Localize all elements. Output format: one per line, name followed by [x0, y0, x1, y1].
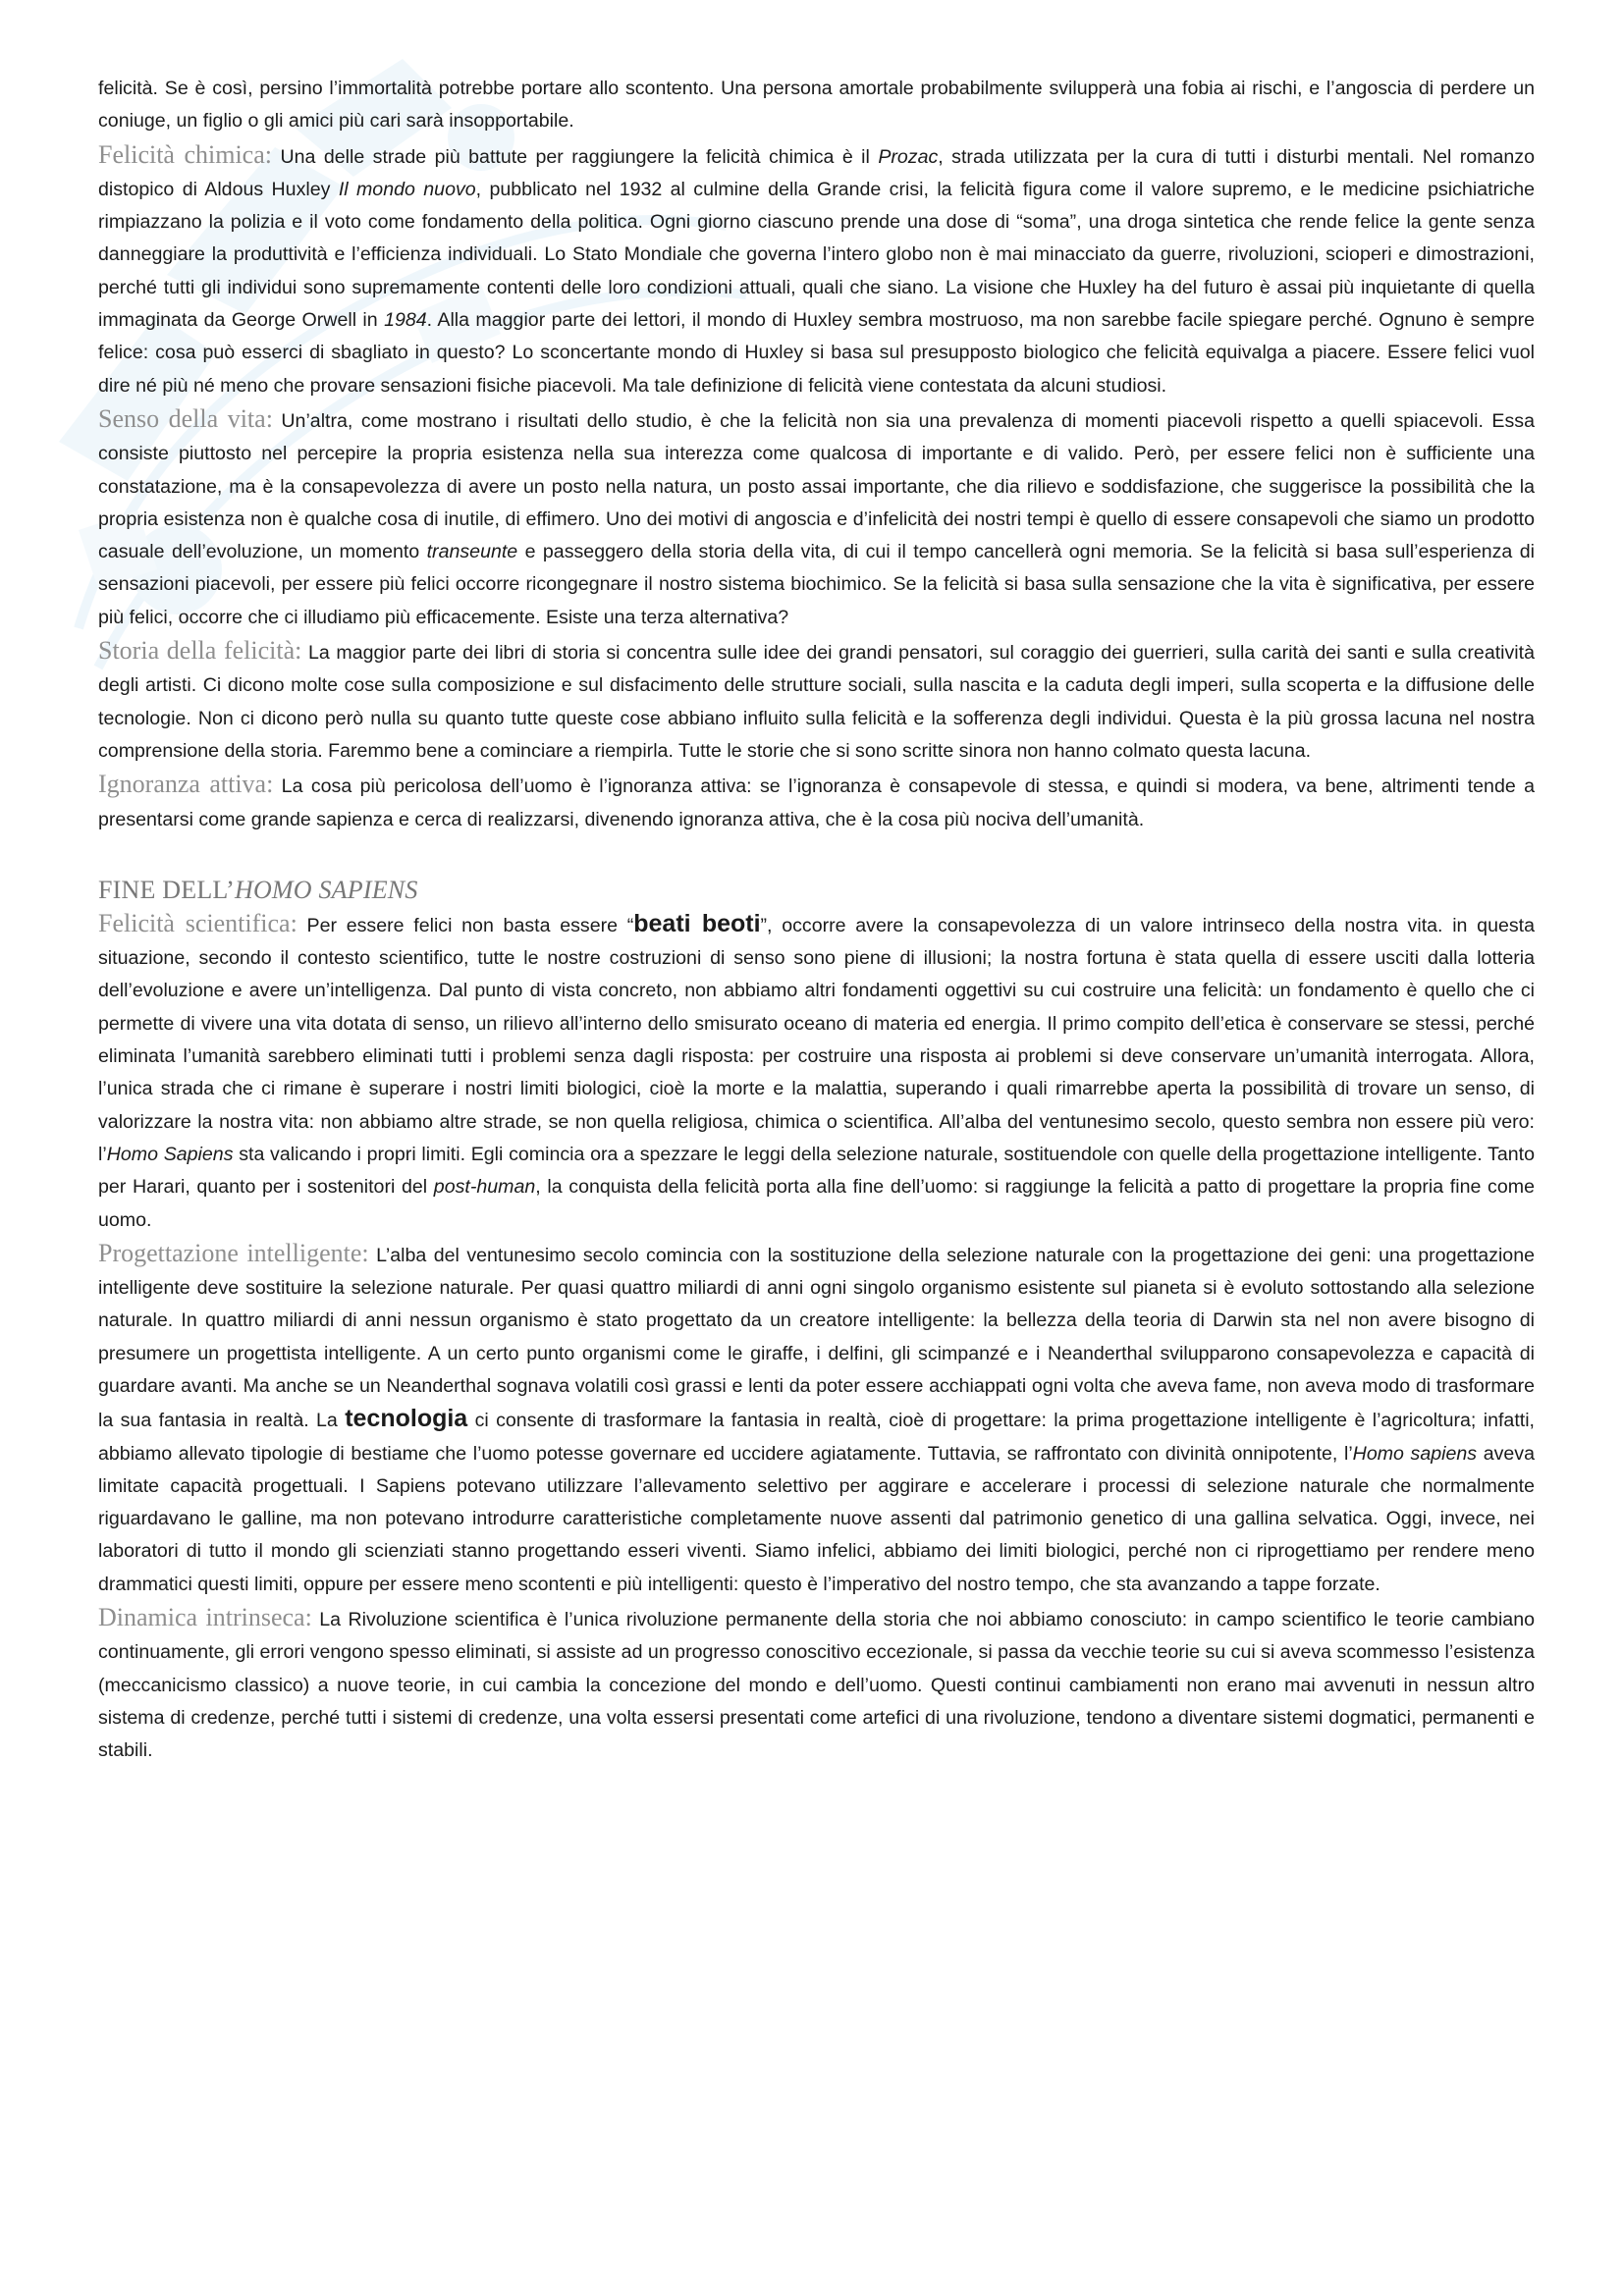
- text: sta valicando i propri limiti. Egli comincia ora a spezzare le leggi della selezione naturale, sostituendole con quelle della progettazione intelligente. Tanto per Harari, quanto per i sostenitori del: [98, 1143, 1535, 1199]
- text: , la conquista della felicità porta alla fine dell’uomo: si raggiunge la felicità a patto di progettare la propria fine come uomo.: [98, 1176, 1535, 1231]
- text: , pubblicato nel 1932 al culmine della Grande crisi, la felicità figura come il valore supremo, e le medicine psichiatriche rimpiazzano la polizia e il voto come fondamento della politica. Ogni giorno ciascuno prende una dose di “soma”, una droga sintetica che rende felice la gente senza danneggiare la produttività e l’efficienza individuali. Lo Stato Mondiale che governa l’intero globo non è mai minacciato da guerre, rivoluzioni, scioperi e dimostrazioni, perché tutti gli individui sono supremamente contenti delle loro condizioni attuali, quali che siano. La visione che Huxley ha del futuro è assai più inquietante di quella immaginata da George Orwell in: [98, 178, 1536, 332]
- text: Una delle strade più battute per raggiungere la felicità chimica è il: [272, 145, 879, 168]
- text: e passeggero della storia della vita, di cui il tempo cancellerà ogni memoria. Se la felicità si basa sull’esperienza di sensazioni piacevoli, per essere più felici occorre ricongegnare il nostro sistema biochimico. Se la felicità si basa sulla sensazione che la vita è significativa, per essere più felici, occorre che ci illudiamo più efficacemente. Esiste una terza alternativa?: [98, 541, 1535, 628]
- italic-text: Homo sapiens: [1352, 1442, 1478, 1465]
- italic-text: 1984: [384, 309, 427, 332]
- section-heading: [98, 874, 1535, 907]
- paragraph-label: Felicità chimica:: [98, 139, 272, 169]
- paragraph-ignoranza: [98, 768, 1535, 836]
- italic-text: Homo Sapiens: [106, 1143, 234, 1165]
- paragraph-progettazione: [98, 1237, 1535, 1601]
- text: La Rivoluzione scientifica è l’unica rivoluzione permanente della storia che noi abbiamo conosciuto: in campo scientifico le teorie cambiano continuamente, gli errori vengono spesso eliminati, si assiste ad un progresso conoscitivo eccezionale, si passa da vecchie teorie su cui si aveva scommesso l’esistenza (meccanicismo classico) a nuove teorie, in cui cambia la concezione del mondo e dell’uomo. Questi continui cambiamenti non erano mai avvenuti in nessun altro sistema di credenze, perché tutti i sistemi di credenze, una volta essersi presentati come artefici di una rivoluzione, tendono a diventare sistemi dogmatici, permanenti e stabili.: [98, 1609, 1536, 1762]
- text: , strada utilizzata per la cura di tutti i disturbi mentali. Nel romanzo distopico di Aldous Huxley: [98, 145, 1535, 200]
- paragraph-dinamica: [98, 1601, 1535, 1767]
- text: Per essere felici non basta essere “: [297, 914, 634, 936]
- bold-text: tecnologia: [345, 1405, 468, 1433]
- text: Un’altra, come mostrano i risultati dello studio, è che la felicità non sia una prevalenza di momenti piacevoli rispetto a quelli spiacevoli. Essa consiste piuttosto nel percepire la propria esistenza nella sua interezza come qualcosa di importante e di valido. Però, per essere felici non è sufficiente una constatazione, ma è la consapevolezza di avere un posto nella natura, un posto assai importante, che dia rilievo e soddisfazione, che suggerisce la possibilità che la propria esistenza non è qualche cosa di inutile, di effimero. Uno dei motivi di angoscia e d’infelicità dei nostri tempi è quello di essere consapevoli che siamo un prodotto casuale dell’evoluzione, un momento: [98, 409, 1535, 563]
- italic-text: Il mondo nuovo: [338, 178, 476, 200]
- italic-text: Prozac: [878, 145, 939, 168]
- text: . Alla maggior parte dei lettori, il mondo di Huxley sembra mostruoso, ma non sarebbe facile spiegare perché. Ognuno è sempre felice: cosa può esserci di sbagliato in questo? Lo sconcertante mondo di Huxley si basa sul presupposto biologico che felicità equivalga a piacere. Essere felici vuol dire né più né meno che provare sensazioni fisiche piacevoli. Ma tale definizione di felicità viene contestata da alcuni studiosi.: [98, 309, 1535, 397]
- paragraph-felicita-scientifica: [98, 907, 1535, 1237]
- text: L’alba del ventunesimo secolo comincia con la sostituzione della selezione naturale con la progettazione dei geni: una progettazione intelligente deve sostituire la selezione naturale. Per quasi quattro miliardi di anni ogni singolo organismo esistente sul pianeta si è evoluto sottostando alla selezione naturale. In quattro miliardi di anni nessun organismo è stato progettato da un creatore intelligente: la bellezza della teoria di Darwin sta nel non avere bisogno di presumere un progettista intelligente. A un certo punto organismi come le giraffe, i delfini, gli scimpanzé e i Neanderthal svilupparono consapevolezza e capacità di guardare avanti. Ma anche se un Neanderthal sognava volatili così grassi e lenti da poter essere acchiappati ogni volta che aveva fame, non aveva modo di trasformare la sua fantasia in realtà. La: [98, 1244, 1535, 1432]
- paragraph-label: Dinamica intrinseca:: [98, 1603, 312, 1632]
- paragraph-label: Felicità scientifica:: [98, 908, 298, 937]
- text: ”, occorre avere la consapevolezza di un valore intrinseco della nostra vita. in questa situazione, secondo il contesto scientifico, tutte le nostre costruzioni di senso sono piene di illusioni; la nostra fortuna è stata quella di essere usciti dalla lotteria dell’evoluzione e avere un’intelligenza. Dal punto di vista concreto, non abbiamo altri fondamenti oggettivi su cui costruire una felicità: un fondamento è quello che ci permette di vivere una vita dotata di senso, un rilievo all’interno dello smisurato oceano di materia ed energia. Il primo compito dell’etica è conservare se stessi, perché eliminata l’umanità sarebbero eliminati tutti i problemi senza dagli risposta: per costruire una risposta ai problemi si deve conservare un’umanità interrogata. Allora, l’unica strada che ci rimane è superare i nostri limiti biologici, cioè la morte e la malattia, superando i quali rimarrebbe aperta la possibilità di trovare un senso, di valorizzare la nostra vita: non abbiamo altre strade, se non quella religiosa, chimica o scientifica. All’alba del ventunesimo secolo, questo sembra non essere più vero: l’: [98, 914, 1535, 1165]
- text: ci consente di trasformare la fantasia in realtà, cioè di progettare: la prima progettazione intelligente è l’agricoltura; infatti, abbiamo allevato tipologie di bestiame che l’uomo potesse governare ed uccidere agiatamente. Tuttavia, se raffrontato con divinità onnipotente, l’: [98, 1410, 1535, 1465]
- paragraph-felicita-chimica: [98, 138, 1535, 402]
- text: La maggior parte dei libri di storia si concentra sulle idee dei grandi pensatori, sul coraggio dei guerrieri, sulla carità dei santi e sulla creatività degli artisti. Ci dicono molte cose sulla composizione e sul disfacimento delle strutture sociali, sulla nascita e la caduta degli imperi, sulla scoperta e la diffusione delle tecnologie. Non ci dicono però nulla su quanto tutte queste cose abbiano influito sulla felicità e la sofferenza degli individui. Questa è la più grossa lacuna nel nostra comprensione della storia. Faremmo bene a cominciare a riempirla. Tutte le storie che si sono scritte sinora non hanno colmato questa lacuna.: [98, 642, 1535, 762]
- text: felicità. Se è così, persino l’immortalità potrebbe portare allo scontento. Una persona amortale probabilmente svilupperà una fobia ai rischi, e l’angoscia di perdere un coniuge, un figlio o gli amici più cari sarà insopportabile.: [98, 78, 1535, 133]
- text: aveva limitate capacità progettuali. I Sapiens potevano utilizzare l’allevamento selettivo per aggirare e accelerare i processi di selezione naturale che normalmente riguardavano le galline, ma non potevano introdurre caratteristiche completamente nuove assenti dal patrimonio genetico di una gallina selvatica. Oggi, invece, nei laboratori di tutto il mondo gli scienziati stanno progettando esseri viventi. Siamo infelici, abbiamo dei limiti biologici, perché non ci riprogettiamo per rendere meno drammatici questi limiti, oppure per essere meno scontenti e più intelligenti: questo è l’imperativo del nostro tempo, che sta avanzando a tappe forzate.: [98, 1442, 1535, 1595]
- paragraph-senso-vita: [98, 402, 1535, 634]
- paragraph-label: Ignoranza attiva:: [98, 770, 274, 799]
- italic-text: post-human: [433, 1176, 536, 1199]
- paragraph-label: Progettazione intelligente:: [98, 1238, 369, 1267]
- italic-text: transeunte: [426, 541, 518, 563]
- section-heading-italic: HOMO SAPIENS: [234, 875, 418, 904]
- document-page: [98, 73, 1535, 1768]
- bold-text: beati beoti: [633, 909, 761, 937]
- paragraph-label: Senso della vita:: [98, 403, 273, 433]
- text: La cosa più pericolosa dell’uomo è l’ignoranza attiva: se l’ignoranza è consapevole di stessa, e quindi si modera, va bene, altrimenti tende a presentarsi come grande sapienza e cerca di realizzarsi, divenendo ignoranza attiva, che è la cosa più nociva dell’umanità.: [98, 775, 1535, 830]
- paragraph-storia-felicita: [98, 634, 1535, 768]
- paragraph-label: Storia della felicità:: [98, 636, 302, 666]
- paragraph-intro: [98, 73, 1535, 138]
- section-heading-prefix: FINE DELL’: [98, 875, 235, 904]
